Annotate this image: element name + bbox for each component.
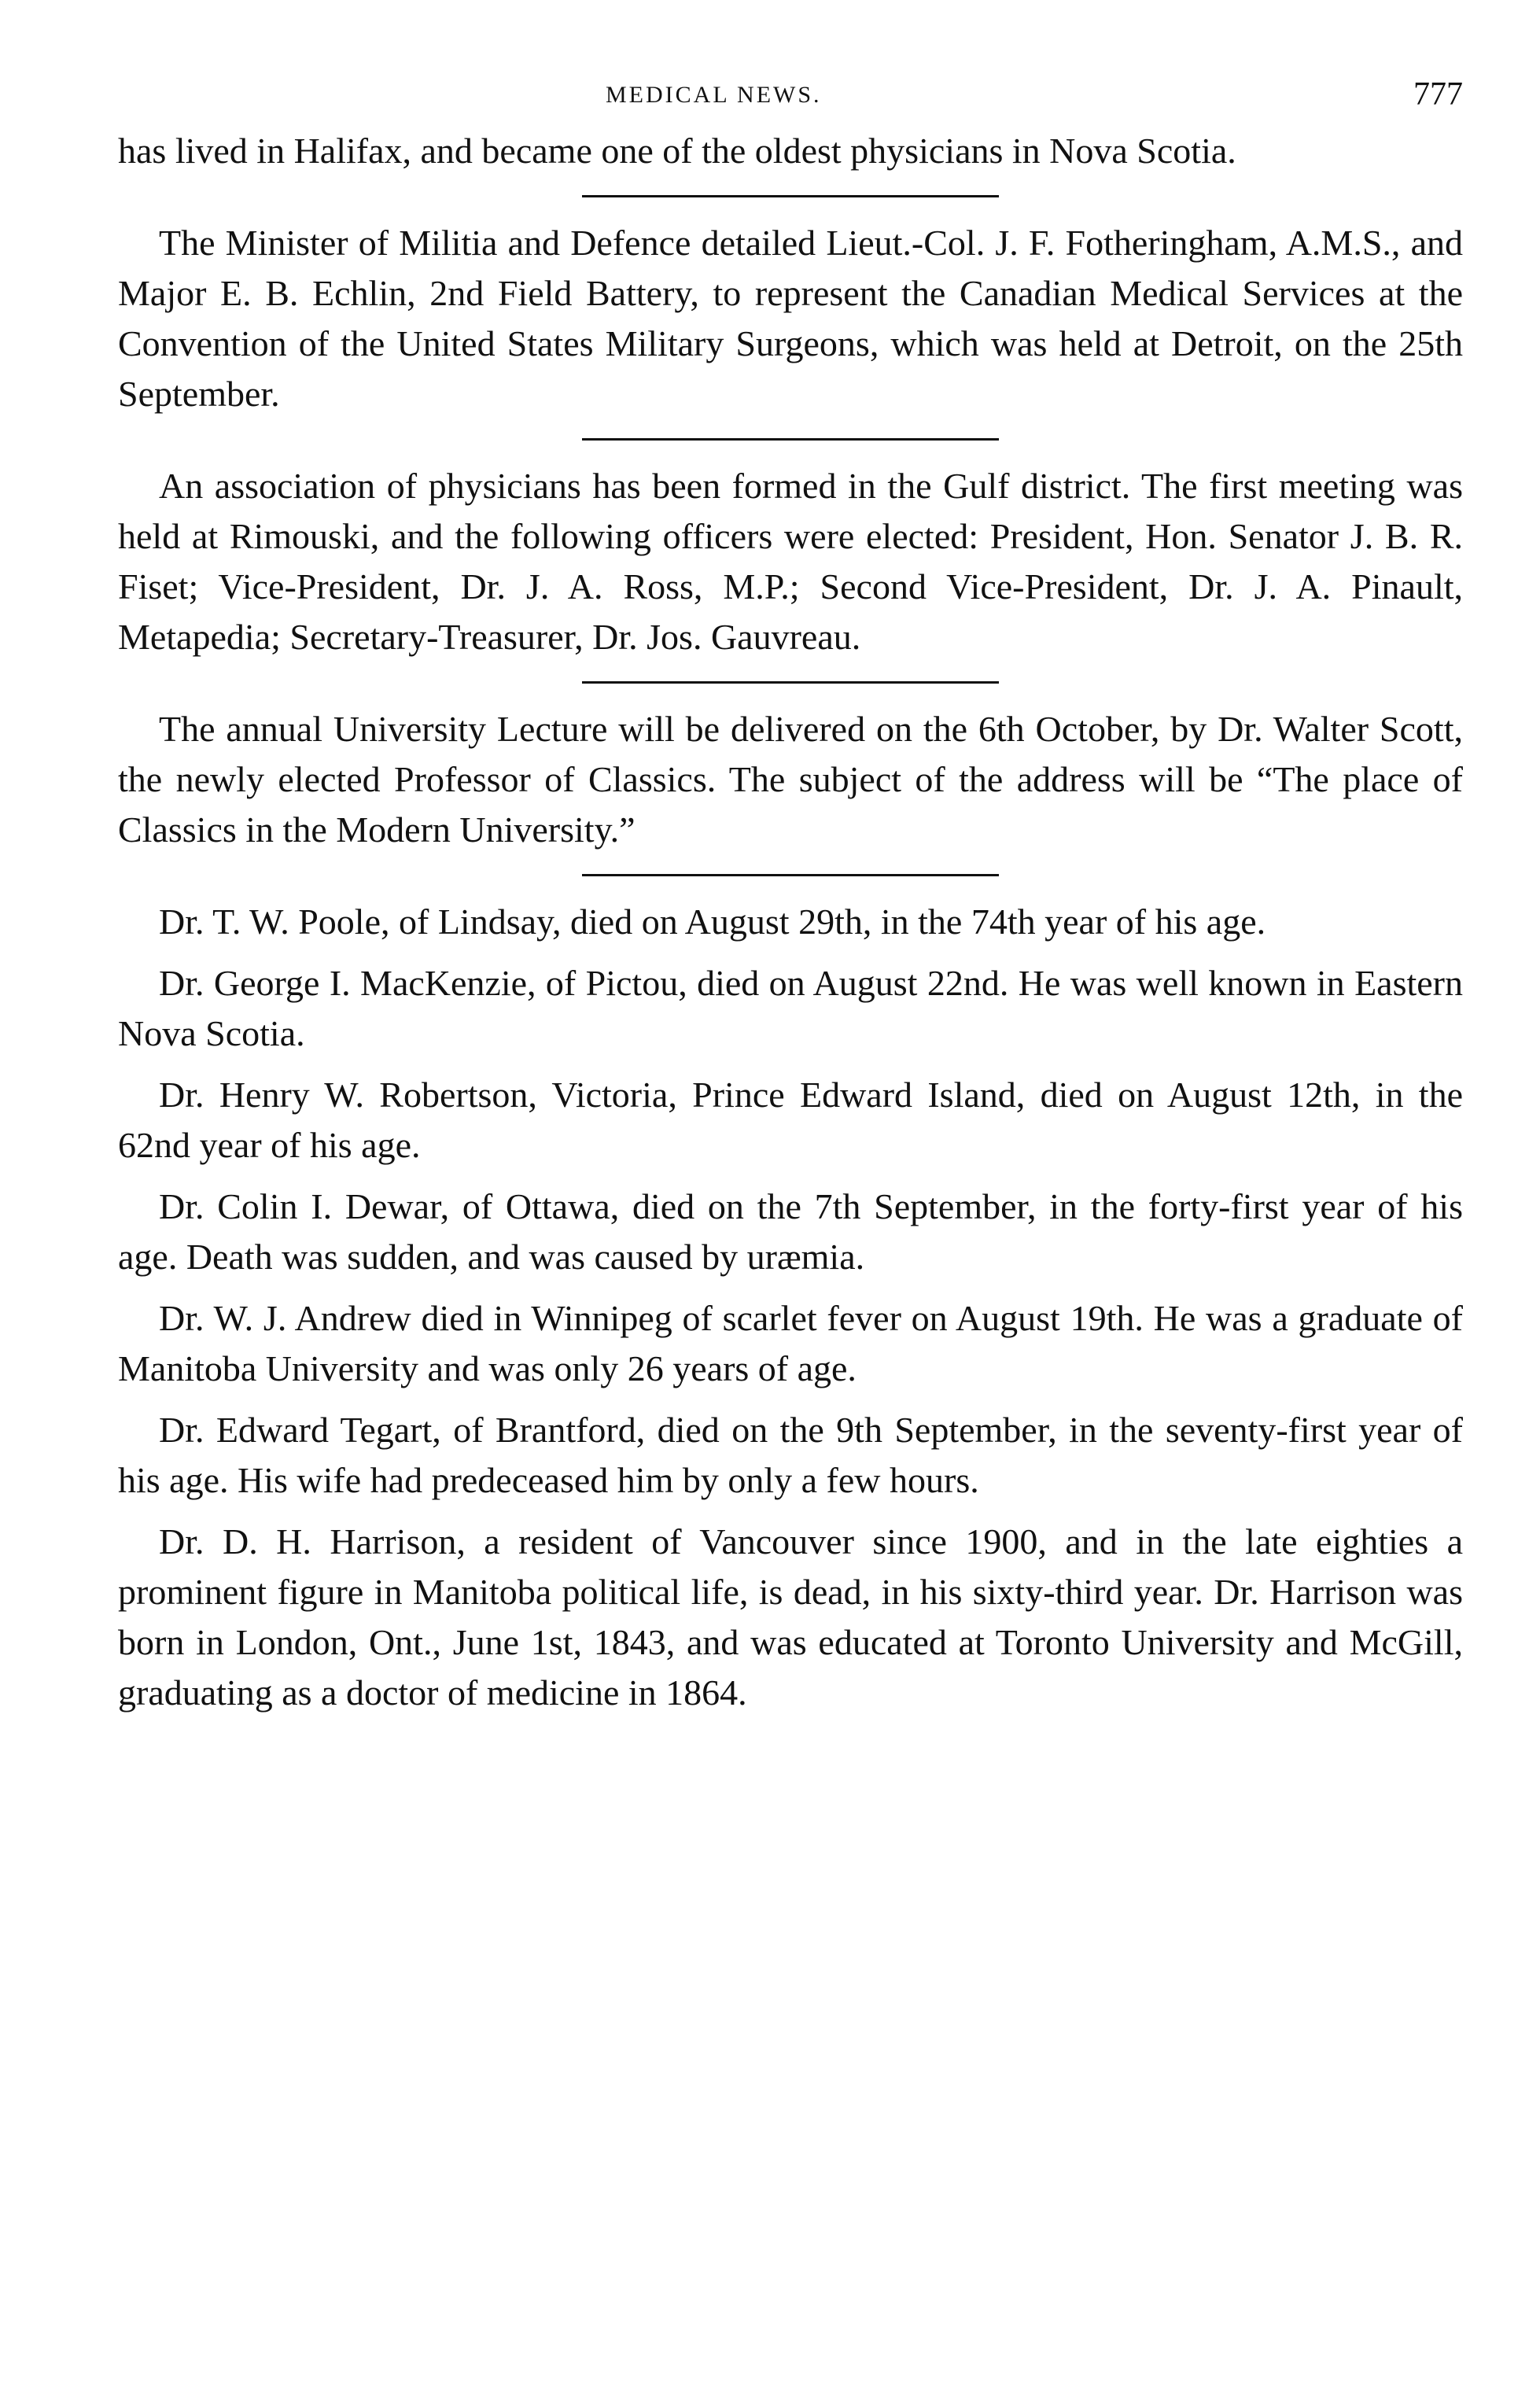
- obituary-dewar: Dr. Colin I. Dewar, of Ottawa, died on the 7th September, in the forty-first year of his age. Death was sudden, and was caused by uræmia.: [118, 1186, 1463, 1277]
- paragraph-continued: has lived in Halifax, and became one of the oldest physicians in Nova Scotia.: [118, 131, 1236, 171]
- page-header: [118, 71, 1463, 126]
- section-divider: [582, 874, 999, 876]
- obituary-robertson: Dr. Henry W. Robertson, Victoria, Prince Edward Island, died on August 12th, in the 62nd year of his age.: [118, 1075, 1463, 1165]
- page-number: 777: [1413, 76, 1463, 112]
- obituary-mackenzie: Dr. George I. MacKenzie, of Pictou, died on August 22nd. He was well known in Eastern Nova Scotia.: [118, 963, 1463, 1053]
- section-divider: [582, 195, 999, 197]
- paragraph-lecture: The annual University Lecture will be delivered on the 6th October, by Dr. Walter Scott, the newly elected Professor of Classics. The subject of the address will be “The place of Classics in the Modern University.”: [118, 709, 1463, 850]
- obituary-andrew: Dr. W. J. Andrew died in Winnipeg of scarlet fever on August 19th. He was a graduate of Manitoba University and was only 26 years of age.: [118, 1298, 1463, 1388]
- section-divider: [582, 681, 999, 684]
- obituary-poole: Dr. T. W. Poole, of Lindsay, died on August 29th, in the 74th year of his age.: [159, 902, 1266, 942]
- paragraph-association: An association of physicians has been formed in the Gulf district. The first meeting was held at Rimouski, and the following officers were elected: President, Hon. Senator J. B. R. Fiset; Vice-President, Dr. J. A. Ross, M.P.; Second Vice-President, Dr. J. A. Pinault, Metapedia; Secretary-Treasurer, Dr. Jos. Gauvreau.: [118, 466, 1463, 657]
- running-head: MEDICAL NEWS.: [606, 82, 822, 108]
- page: [118, 71, 1463, 1718]
- section-divider: [582, 438, 999, 441]
- paragraph-militia: The Minister of Militia and Defence detailed Lieut.-Col. J. F. Fotheringham, A.M.S., and Major E. B. Echlin, 2nd Field Battery, to represent the Canadian Medical Services at the Convention of the United States Military Surgeons, which was held at Detroit, on the 25th September.: [118, 223, 1463, 414]
- obituary-harrison: Dr. D. H. Harrison, a resident of Vancouver since 1900, and in the late eighties a prominent figure in Manitoba political life, is dead, in his sixty-third year. Dr. Harrison was born in London, Ont., June 1st, 1843, and was educated at Toronto University and McGill, graduating as a doctor of medicine in 1864.: [118, 1521, 1463, 1713]
- obituary-tegart: Dr. Edward Tegart, of Brantford, died on the 9th September, in the seventy-first year of his age. His wife had predeceased him by only a few hours.: [118, 1410, 1463, 1500]
